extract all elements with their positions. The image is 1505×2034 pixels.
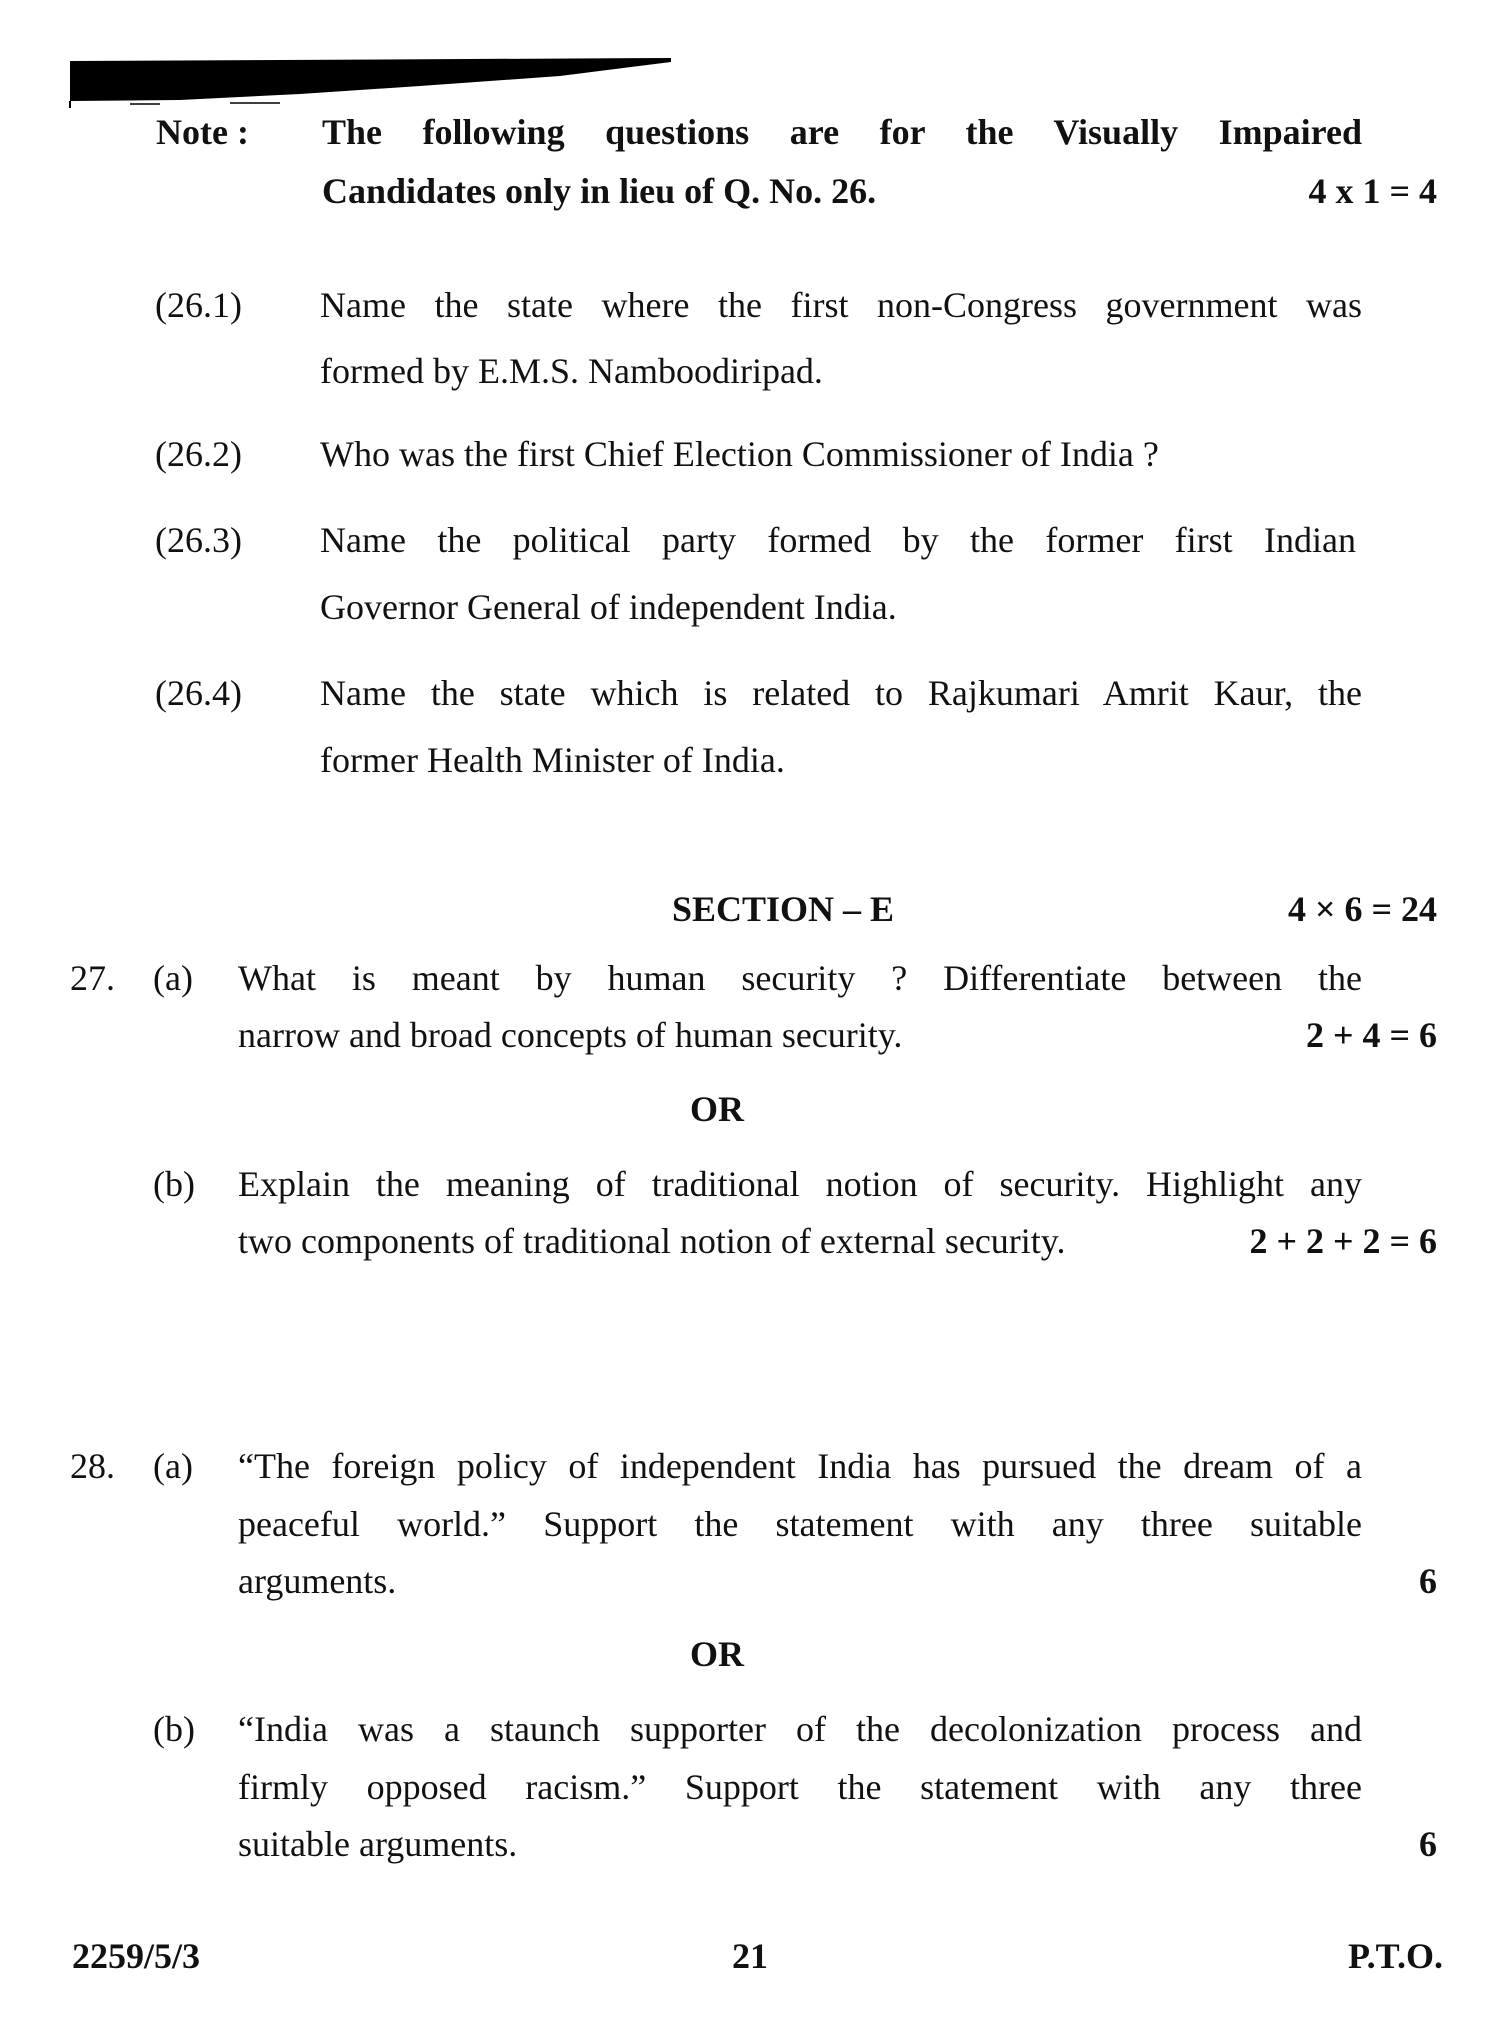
header-black-bar (0, 0, 700, 110)
subquestion-label: (a) (153, 1446, 193, 1486)
question-marks: 6 (1419, 1824, 1437, 1864)
question-text: Explain the meaning of traditional notion of security. Highlight any (238, 1164, 1362, 1204)
question-text: “The foreign policy of independent India has pursued the dream of a (238, 1446, 1362, 1486)
question-marks: 6 (1419, 1561, 1437, 1601)
vi-question-text: former Health Minister of India. (320, 740, 785, 780)
question-text: arguments. (238, 1561, 397, 1601)
note-marks: 4 x 1 = 4 (1308, 171, 1437, 211)
question-text: firmly opposed racism.” Support the statement with any three (238, 1767, 1362, 1807)
vi-question-number: (26.4) (155, 673, 242, 713)
note-line-2: Candidates only in lieu of Q. No. 26. (322, 171, 877, 211)
question-text: two components of traditional notion of external security. (238, 1221, 1066, 1261)
question-number: 27. (70, 958, 115, 998)
subquestion-label: (b) (153, 1164, 195, 1204)
vi-question-text: Governor General of independent India. (320, 587, 897, 627)
page-number: 21 (732, 1936, 768, 1976)
vi-question-text: formed by E.M.S. Namboodiripad. (320, 351, 823, 391)
question-text: “India was a staunch supporter of the decolonization process and (238, 1709, 1362, 1749)
subquestion-label: (a) (153, 958, 193, 998)
question-text: narrow and broad concepts of human security. (238, 1015, 903, 1055)
note-line-1: The following questions are for the Visually Impaired (322, 112, 1362, 152)
or-divider: OR (690, 1089, 744, 1129)
question-marks: 2 + 4 = 6 (1305, 1015, 1437, 1055)
question-marks: 2 + 2 + 2 = 6 (1249, 1221, 1437, 1261)
question-text: What is meant by human security ? Differentiate between the (238, 958, 1362, 998)
subquestion-label: (b) (153, 1709, 195, 1749)
vi-question-text: Name the state where the first non-Congress government was (320, 285, 1362, 325)
vi-question-number: (26.3) (155, 520, 242, 560)
section-marks: 4 × 6 = 24 (1287, 889, 1437, 929)
question-text: peaceful world.” Support the statement with any three suitable (238, 1504, 1362, 1544)
question-text: suitable arguments. (238, 1824, 518, 1864)
or-divider: OR (690, 1634, 744, 1674)
paper-code: 2259/5/3 (72, 1936, 201, 1976)
vi-question-text: Name the political party formed by the former first Indian (320, 520, 1356, 560)
vi-question-number: (26.2) (155, 434, 242, 474)
vi-question-text: Who was the first Chief Election Commissioner of India ? (320, 434, 1159, 474)
question-number: 28. (70, 1446, 115, 1486)
section-title: SECTION – E (671, 889, 895, 929)
pto-label: P.T.O. (1347, 1936, 1443, 1976)
vi-question-text: Name the state which is related to Rajkumari Amrit Kaur, the (320, 673, 1362, 713)
note-label: Note : (156, 112, 249, 152)
vi-question-number: (26.1) (155, 285, 242, 325)
